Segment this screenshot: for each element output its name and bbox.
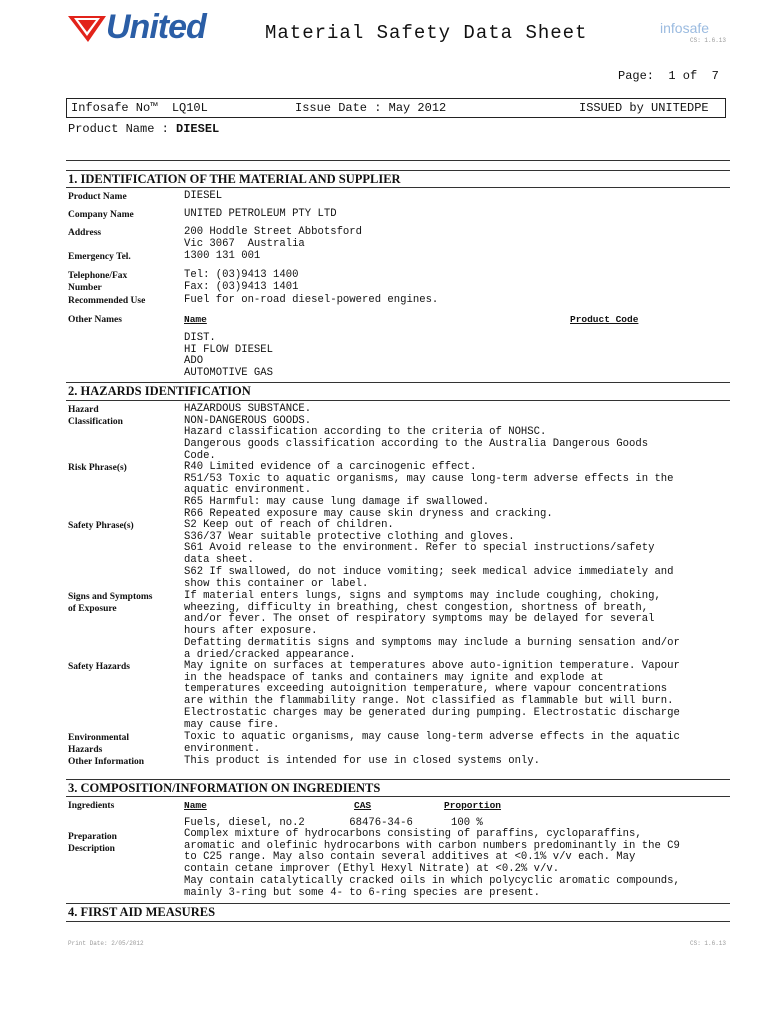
united-logo [66, 6, 236, 48]
value-telephone-fax: Tel: (03)9413 1400 Fax: (03)9413 1401 [184, 269, 299, 293]
swoosh-icon [66, 12, 108, 46]
other-names-list: DIST. HI FLOW DIESEL ADO AUTOMOTIVE GAS [184, 332, 274, 380]
label-address: Address [68, 228, 102, 238]
value-preparation-description: Complex mixture of hydrocarbons consisting of paraffins, cycloparaffins, aromatic and olefinic hydrocarbons with carbon numbers predominantly in the C9 to C25 range. May also contain several additives at <0.1% v/v each. May contain cetane improver (Ethyl Hexyl Nitrate) at <0.2% v/v. May contain catalytically cracked oils in which polycyclic aromatic compounds, mainly 3-ring but some 4- to 6-ring species are present. [184, 828, 680, 899]
cs-version-bottom: CS: 1.6.13 [690, 940, 727, 947]
ingredient-row: Fuels, diesel, no.2 68476-34-6 100 % [184, 817, 483, 829]
value-other-information: This product is intended for use in closed systems only. [184, 755, 541, 767]
label-hazard-classification: Hazard Classification [68, 405, 123, 428]
issued-by: ISSUED by UNITEDPE [579, 101, 709, 115]
value-risk-phrases: R40 Limited evidence of a carcinogenic effect. R51/53 Toxic to aquatic organisms, may cause long-term adverse effects in the aquatic environment. R65 Harmful: may cause lung damage if swallowed. R66 Repeated exposure may cause skin dryness and cracking. [184, 461, 674, 520]
value-safety-phrases: S2 Keep out of reach of children. S36/37 Wear suitable protective clothing and gloves. S61 Avoid release to the environment. Refer to special instructions/safety data sheet. S62 If swallowed, do not induce vomiting; seek medical advice immediately and show this container or label. [184, 519, 674, 590]
issue-date: Issue Date : May 2012 [295, 101, 447, 115]
ingredients-col-name: Name [184, 800, 207, 811]
print-date: Print Date: 2/05/2012 [68, 940, 144, 947]
infosafe-number: Infosafe No™ LQ10L [71, 101, 208, 115]
label-preparation-description: Preparation Description [68, 832, 117, 855]
value-address: 200 Hoddle Street Abbotsford Vic 3067 Australia [184, 226, 363, 250]
value-emergency-tel: 1300 131 001 [184, 250, 261, 262]
section-1-title: 1. IDENTIFICATION OF THE MATERIAL AND SUPPLIER [68, 172, 401, 186]
divider [66, 382, 730, 383]
label-safety-phrases: Safety Phrase(s) [68, 521, 134, 531]
infosafe-logo: infosafe [660, 20, 710, 36]
label-risk-phrases: Risk Phrase(s) [68, 463, 127, 473]
value-safety-hazards: May ignite on surfaces at temperatures above auto-ignition temperature. Vapour in the headspace of tanks and containers may ignite and explode at temperatures exceeding autoignition temperature, where vapour concentrations are within the flammability range. Not classified as flammable but will burn. Electrostatic charges may be generated during pumping. Electrostatic discharge may cause fire. [184, 660, 680, 731]
divider [66, 170, 730, 171]
label-recommended-use: Recommended Use [68, 296, 146, 306]
label-company-name: Company Name [68, 210, 134, 220]
infosafe-info-box [66, 98, 726, 118]
value-signs-symptoms: If material enters lungs, signs and symptoms may include coughing, choking, wheezing, difficulty in breathing, chest congestion, shortness of breath, and/or fever. The onset of respiratory symptoms may be delayed for several hours after exposure. Defatting dermatitis signs and symptoms may include a burning sensation and/or a dried/cracked appearance. [184, 590, 680, 661]
divider [66, 903, 730, 904]
label-other-names: Other Names [68, 315, 122, 325]
section-4-title: 4. FIRST AID MEASURES [68, 905, 216, 919]
value-environmental-hazards: Toxic to aquatic organisms, may cause long-term adverse effects in the aquatic environment. [184, 731, 680, 755]
page-number: Page: 1 of 7 [618, 69, 719, 83]
product-name-line [68, 122, 219, 136]
value-recommended-use: Fuel for on-road diesel-powered engines. [184, 294, 439, 306]
label-safety-hazards: Safety Hazards [68, 662, 131, 672]
label-signs-symptoms: Signs and Symptoms of Exposure [68, 592, 153, 615]
divider [66, 400, 730, 401]
divider [66, 779, 730, 780]
label-other-information: Other Information [68, 757, 145, 767]
other-names-col-code: Product Code [570, 314, 639, 325]
divider [66, 160, 730, 161]
product-name-label: Product Name : [68, 122, 177, 136]
value-company-name: UNITED PETROLEUM PTY LTD [184, 208, 337, 220]
product-name-value: DIESEL [176, 122, 220, 136]
label-emergency-tel: Emergency Tel. [68, 252, 131, 262]
label-environmental-hazards: Environmental Hazards [68, 733, 130, 756]
divider [66, 796, 730, 797]
ingredients-col-proportion: Proportion [444, 800, 502, 811]
divider [66, 187, 730, 188]
value-hazard-classification: HAZARDOUS SUBSTANCE. NON-DANGEROUS GOODS. Hazard classification according to the criteria of NOHSC. Dangerous goods classification according to the Australia Dangerous Goods Code. [184, 403, 649, 462]
label-ingredients: Ingredients [68, 801, 115, 811]
other-names-col-name: Name [184, 314, 207, 325]
section-2-title: 2. HAZARDS IDENTIFICATION [68, 384, 251, 398]
cs-version-top: CS: 1.6.13 [690, 37, 727, 44]
label-product-name: Product Name [68, 192, 127, 202]
document-title: Material Safety Data Sheet [265, 22, 588, 44]
value-product-name: DIESEL [184, 190, 223, 202]
logo-text: United [106, 8, 206, 46]
ingredients-col-cas: CAS [354, 800, 372, 811]
label-telephone-fax: Telephone/Fax Number [68, 271, 128, 294]
divider [66, 921, 730, 922]
section-3-title: 3. COMPOSITION/INFORMATION ON INGREDIENTS [68, 781, 381, 795]
